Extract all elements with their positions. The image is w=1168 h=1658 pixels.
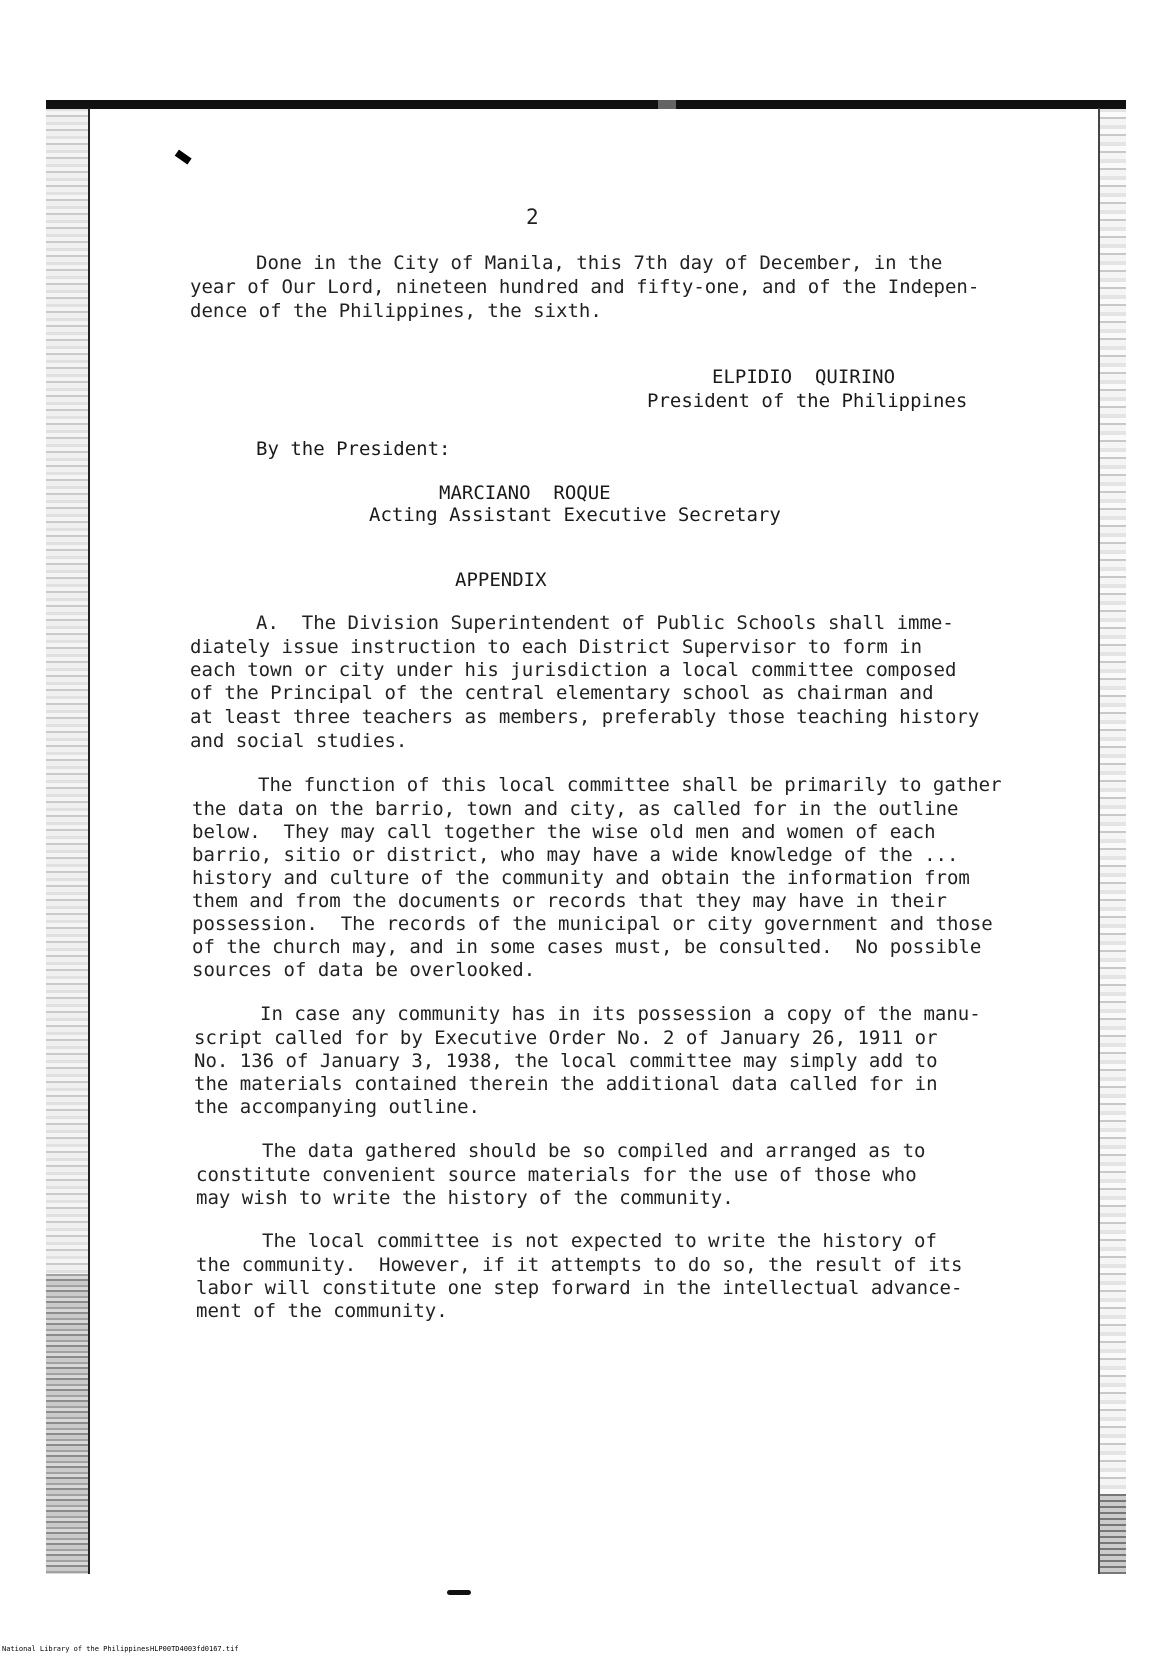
stray-mark: ▬ [168, 139, 199, 173]
para-data-line-1: The data gathered should be so compiled and arranged as to [262, 1140, 926, 1162]
signatory-name: ELPIDIO QUIRINO [712, 366, 896, 388]
para-case-line-2: script called for by Executive Order No. 2 of January 26, 1911 or [194, 1027, 938, 1049]
para-function-line-7: possession. The records of the municipal or city government and those [192, 913, 993, 935]
footer-library: National Library of the Philippines [2, 1645, 150, 1653]
para-case-line-4: the materials contained therein the additional data called for in [194, 1073, 938, 1095]
para-case-line-3: No. 136 of January 3, 1938, the local committee may simply add to [194, 1050, 938, 1072]
para-a-line-2: diately issue instruction to each District Supervisor to form in [190, 636, 923, 658]
para-a-line-1: A. The Division Superintendent of Public Schools shall imme- [256, 612, 954, 634]
para-data-line-3: may wish to write the history of the community. [196, 1187, 734, 1209]
para-a-line-3: each town or city under his jurisdiction a local committee composed [190, 659, 957, 681]
page-number: 2 [526, 205, 539, 229]
para-committee-line-4: ment of the community. [196, 1300, 448, 1322]
para-function-line-6: them and from the documents or records that they may have in their [192, 890, 947, 912]
para-a-line-4: of the Principal of the central elementary school as chairman and [190, 682, 934, 704]
para-committee-line-3: labor will constitute one step forward in the intellectual advance- [196, 1277, 963, 1299]
para-case-line-5: the accompanying outline. [194, 1096, 480, 1118]
para-data-line-2: constitute convenient source materials for the use of those who [196, 1164, 917, 1186]
appendix-heading: APPENDIX [455, 569, 547, 591]
by-the-president: By the President: [256, 438, 451, 460]
para-function-line-5: history and culture of the community and obtain the information from [192, 867, 970, 889]
secretary-name: MARCIANO ROQUE [439, 482, 611, 504]
para-function-line-4: barrio, sitio or district, who may have a wide knowledge of the ... [192, 844, 959, 866]
para-function-line-3: below. They may call together the wise old men and women of each [192, 821, 936, 843]
secretary-title: Acting Assistant Executive Secretary [369, 504, 781, 526]
scan-left-edge [46, 108, 90, 1574]
para-function-line-9: sources of data be overlooked. [192, 959, 536, 981]
para-a-line-5: at least three teachers as members, preferably those teaching history [190, 706, 980, 728]
para-a-line-6: and social studies. [190, 730, 408, 752]
para-function-line-2: the data on the barrio, town and city, as called for in the outline [192, 798, 959, 820]
right-margin-line [1098, 108, 1100, 1574]
para-committee-line-1: The local committee is not expected to write the history of [262, 1230, 937, 1252]
para-case-line-1: In case any community has in its possession a copy of the manu- [260, 1003, 981, 1025]
top-border-rule [46, 100, 1126, 109]
footer-file: HLP00TD4003fd0167.tif [150, 1645, 239, 1653]
done-line-1: Done in the City of Manila, this 7th day of December, in the [256, 252, 943, 274]
para-function-line-8: of the church may, and in some cases must, be consulted. No possible [192, 936, 982, 958]
signatory-title: President of the Philippines [647, 390, 968, 412]
para-function-line-1: The function of this local committee shall be primarily to gather [258, 774, 1002, 796]
stray-mark-bottom [447, 1590, 471, 1595]
left-margin-line [88, 108, 90, 1574]
scan-right-edge [1100, 108, 1126, 1574]
para-committee-line-2: the community. However, if it attempts to do so, the result of its [196, 1254, 963, 1276]
done-line-3: dence of the Philippines, the sixth. [190, 300, 602, 322]
done-line-2: year of Our Lord, nineteen hundred and fifty-one, and of the Indepen- [190, 276, 980, 298]
